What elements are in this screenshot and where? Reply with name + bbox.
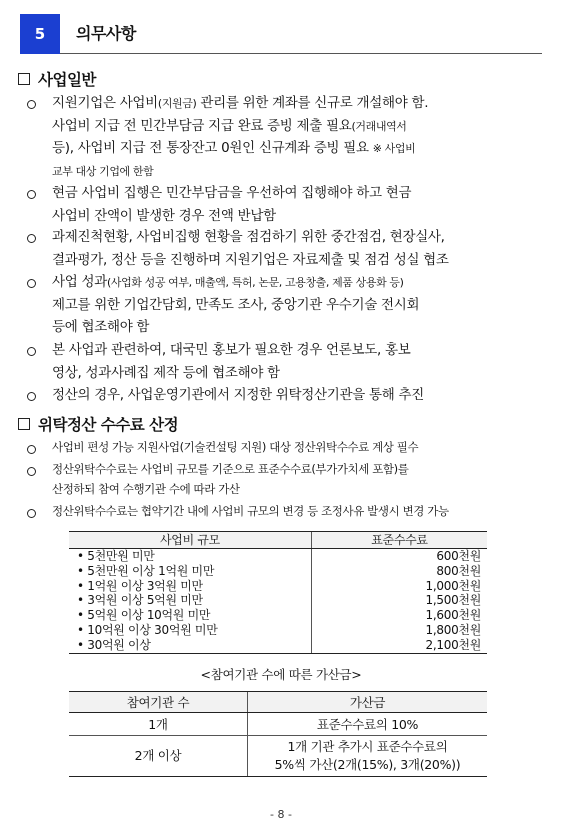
- text-segment: 정산위탁수수료는 사업비 규모를 기준으로 표준수수료(부가가치세 포함)를: [52, 462, 409, 476]
- text-segment: 과제진척현황, 사업비집행 현황을 점검하기 위한 중간점검, 현장실사,: [52, 229, 445, 245]
- table-row: [69, 623, 487, 638]
- table-row: [69, 593, 487, 608]
- text-segment: 정산위탁수수료는 협약기간 내에 사업비 규모의 변경 등 조정사유 발생시 변경 가능: [52, 504, 449, 518]
- text-segment: 사업비 편성 가능 지원사업(기술컨설팅 지원) 대상 정산위탁수수료 계상 필수: [52, 440, 419, 454]
- table-caption: <참여기관 수에 따른 가산금>: [200, 667, 362, 682]
- table-row: [69, 638, 487, 653]
- column-header-surcharge: 가산금: [248, 692, 488, 713]
- surcharge-table: [69, 691, 487, 777]
- standard-fee-cell: 2,100천원: [312, 638, 488, 653]
- circle-bullet-icon: [27, 100, 36, 109]
- text-segment: 정산의 경우, 사업운영기관에서 지정한 위탁정산기관을 통해 추진: [52, 387, 424, 403]
- text-line: [52, 317, 149, 337]
- text-line: [52, 93, 428, 114]
- text-segment: 제고를 위한 기업간담회, 만족도 조사, 중앙기관 우수기술 전시회: [52, 296, 420, 313]
- circle-bullet-icon: [27, 445, 36, 454]
- column-header-fee: 표준수수료: [312, 532, 488, 549]
- section-title: 의무사항: [76, 24, 136, 43]
- text-line: [52, 250, 449, 270]
- institution-count-cell: 1개: [69, 713, 248, 736]
- text-line: [52, 138, 415, 159]
- standard-fee-cell: 600천원: [312, 549, 488, 564]
- text-segment: 등), 사업비 지급 전 통장잔고 0원인 신규계좌 증빙 필요: [52, 140, 373, 157]
- text-segment: (사업화 성공 여부, 매출액, 특허, 논문, 고용창출, 제품 상용화 등): [106, 276, 404, 289]
- circle-bullet-icon: [27, 190, 36, 199]
- text-line: [52, 272, 404, 293]
- circle-bullet-icon: [27, 392, 36, 401]
- project-scale-cell: • 5억원 이상 10억원 미만: [77, 608, 211, 623]
- text-line: [52, 227, 445, 247]
- subsection-title: 위탁정산 수수료 산정: [38, 416, 179, 434]
- subsection-heading-fee: [18, 413, 178, 435]
- surcharge-line: 1개 기관 추가시 표준수수료의: [287, 739, 448, 754]
- text-line: [52, 481, 240, 498]
- surcharge-line: 5%씩 가산(2개(15%), 3개(20%)): [274, 757, 461, 772]
- institution-count-cell: 2개 이상: [69, 736, 248, 777]
- subsection-title: 사업일반: [38, 71, 96, 89]
- text-line: [52, 161, 153, 182]
- standard-fee-cell: 800천원: [312, 564, 488, 579]
- text-segment: 관리를 위한 계좌를 신규로 개설해야 함.: [196, 95, 429, 111]
- standard-fee-cell: 1,500천원: [312, 593, 488, 608]
- text-segment: 사업비 잔액이 발생한 경우 전액 반납함: [52, 207, 276, 224]
- table-row: [69, 736, 487, 777]
- section-number-badge: 5: [20, 14, 60, 54]
- text-segment: 현금 사업비 집행은 민간부담금을 우선하여 집행해야 하고 현금: [52, 185, 412, 201]
- text-line: [52, 439, 418, 456]
- project-scale-cell: • 5천만원 미만: [77, 549, 155, 563]
- table-row: [69, 608, 487, 623]
- circle-bullet-icon: [27, 509, 36, 518]
- header-rule: [60, 53, 542, 54]
- text-segment: 본 사업과 관련하여, 대국민 홍보가 필요한 경우 언론보도, 홍보: [52, 342, 411, 358]
- standard-fee-cell: 1,800천원: [312, 623, 488, 638]
- text-line: [52, 206, 276, 226]
- surcharge-cell: 표준수수료의 10%: [248, 713, 488, 736]
- text-segment: 산정하되 참여 수행기관 수에 따라 가산: [52, 482, 240, 496]
- column-header-institution-count: 참여기관 수: [69, 692, 248, 713]
- surcharge-cell: [248, 736, 488, 777]
- page-number: - 8 -: [270, 808, 292, 821]
- standard-fee-table: [69, 531, 487, 654]
- text-segment: 사업비 지급 전 민간부담금 지급 완료 증빙 제출 필요: [52, 117, 352, 134]
- project-scale-cell: • 30억원 이상: [69, 638, 312, 653]
- section-header: [20, 14, 542, 54]
- text-line: [52, 340, 410, 360]
- text-line: [52, 503, 449, 520]
- table-row: [69, 564, 487, 579]
- text-segment: 등에 협조해야 함: [52, 319, 150, 336]
- text-line: [52, 295, 419, 315]
- project-scale-cell: • 5천만원 이상 1억원 미만: [77, 563, 215, 578]
- standard-fee-cell: 1,000천원: [312, 579, 488, 594]
- table-row: [69, 549, 487, 564]
- circle-bullet-icon: [27, 347, 36, 356]
- text-segment: 영상, 성과사례집 제작 등에 협조해야 함: [52, 364, 280, 381]
- column-header-scale: 사업비 규모: [69, 532, 312, 549]
- subsection-heading-general: [18, 68, 96, 90]
- text-line: [52, 116, 407, 137]
- text-segment: 결과평가, 정산 등을 진행하며 지원기업은 자료제출 및 점검 성실 협조: [52, 251, 449, 268]
- project-scale-cell: • 3억원 이상 5억원 미만: [77, 593, 203, 608]
- standard-fee-cell: 1,600천원: [312, 608, 488, 623]
- table-row: [69, 713, 487, 736]
- text-line: [52, 183, 411, 203]
- project-scale-cell: • 1억원 이상 3억원 미만: [77, 578, 203, 593]
- text-line: [52, 461, 408, 478]
- text-segment: (지원금): [157, 97, 197, 110]
- text-segment: (거래내역서: [351, 119, 407, 133]
- square-bullet-icon: [18, 73, 30, 85]
- text-line: [52, 385, 424, 405]
- project-scale-cell: • 10억원 이상 30억원 미만: [77, 622, 218, 637]
- text-segment: 지원기업은 사업비: [52, 95, 158, 111]
- table-row: [69, 579, 487, 594]
- circle-bullet-icon: [27, 279, 36, 288]
- square-bullet-icon: [18, 418, 30, 430]
- circle-bullet-icon: [27, 467, 36, 476]
- text-segment: 교부 대상 기업에 한함: [52, 164, 154, 178]
- text-segment: ※ 사업비: [372, 142, 416, 156]
- text-line: [52, 363, 280, 383]
- text-segment: 사업 성과: [52, 274, 107, 290]
- circle-bullet-icon: [27, 234, 36, 243]
